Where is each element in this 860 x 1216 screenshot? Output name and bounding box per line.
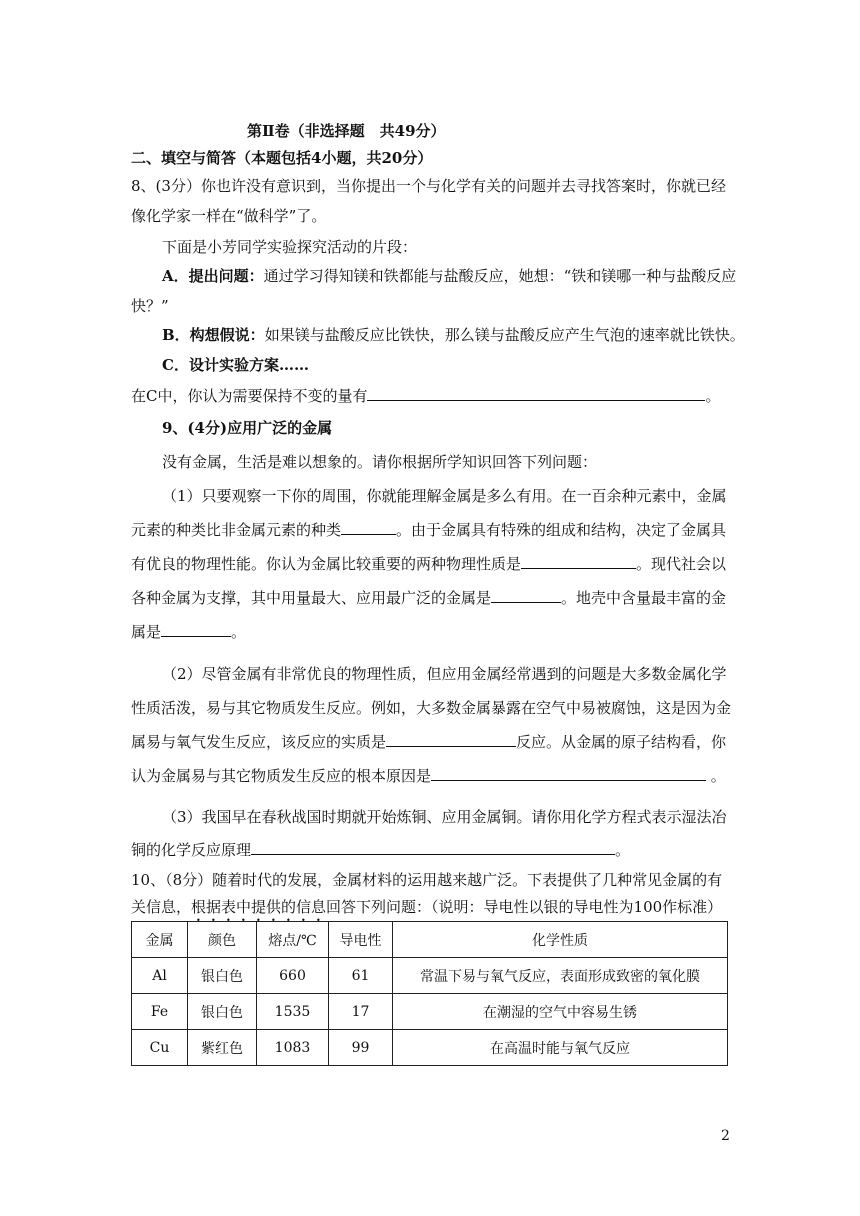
q8-a-label: A．提出问题： <box>162 267 264 285</box>
q9-p1-l5-text-b: 。 <box>231 623 247 641</box>
q9-p1-l3-text-a: 有优良的物理性能。你认为金属比较重要的两种物理性质是 <box>131 555 522 573</box>
q9-blank-7[interactable] <box>251 839 615 855</box>
q9-p3-l2-text-a: 铜的化学反应原理 <box>131 841 252 859</box>
table-row <box>132 1030 728 1066</box>
q9-p1-line1: （1）只要观察一下你的周围，你就能理解金属是多么有用。在一百余种元素中，金属 <box>162 487 727 505</box>
table-cell: 17 <box>329 994 393 1030</box>
q8-answer-blank[interactable] <box>367 385 705 401</box>
q9-p2-l3-text-a: 属易与氧气发生反应，该反应的实质是 <box>131 733 387 751</box>
q8-a-text-cont: 快？” <box>131 297 169 315</box>
q9-p3-line1: （3）我国早在春秋战国时期就开始炼铜、应用金属铜。请你用化学方程式表示湿法冶 <box>162 808 727 826</box>
q8-c-end: 。 <box>705 387 721 405</box>
table-row <box>132 994 728 1030</box>
q9-p2-line2: 性质活泼，易与其它物质发生反应。例如，大多数金属暴露在空气中易被腐蚀，这是因为金 <box>131 699 732 717</box>
q9-p1-l3-text-b: 。现代社会以 <box>636 555 727 573</box>
q9-blank-6[interactable] <box>431 765 706 781</box>
q9-p3-line2 <box>131 839 630 860</box>
q8-option-b <box>162 325 745 345</box>
q9-blank-2[interactable] <box>521 553 636 569</box>
q9-p2-line3 <box>131 731 726 752</box>
q9-blank-4[interactable] <box>161 621 231 637</box>
table-cell: 银白色 <box>188 994 257 1030</box>
table-cell: 61 <box>329 958 393 994</box>
q9-p1-l5-text-a: 属是 <box>131 623 162 641</box>
q8-c-question-text: 在C中，你认为需要保持不变的量有 <box>131 387 368 405</box>
q9-p1-line4 <box>131 587 726 608</box>
table-cell: 银白色 <box>188 958 257 994</box>
q9-p2-l4-text-a: 认为金属易与其它物质发生反应的根本原因是 <box>131 767 432 785</box>
table-header: 熔点/℃ <box>257 922 329 958</box>
q8-b-text: 如果镁与盐酸反应比铁快，那么镁与盐酸反应产生气泡的速率就比铁快。 <box>264 326 745 344</box>
q8-line2: 像化学家一样在“做科学”了。 <box>131 207 327 225</box>
q8-line1: 8、(3分）你也许没有意识到，当你提出一个与化学有关的问题并去寻找答案时，你就已经 <box>131 177 726 195</box>
q8-intro: 下面是小芳同学实验探究活动的片段： <box>162 238 418 256</box>
table-header-row <box>132 922 728 958</box>
table-row <box>132 958 728 994</box>
table-cell: 99 <box>329 1030 393 1066</box>
section-title: 第Ⅱ卷（非选择题 共49分） <box>247 122 446 140</box>
q8-a-text: 通过学习得知镁和铁都能与盐酸反应，她想：“铁和镁哪一种与盐酸反应 <box>263 267 737 285</box>
table-cell: 常温下易与氧气反应，表面形成致密的氧化膜 <box>393 958 728 994</box>
q10-l2-text-b: 回答下列问题：（说明：导电性以银的导电性为100作标准） <box>326 898 723 916</box>
q9-p2-l3-text-b: 反应。从金属的原子结构看，你 <box>516 733 727 751</box>
q10-l2-text-a: 关信息， <box>131 898 192 916</box>
q10-line1: 10、（8分）随着时代的发展，金属材料的运用越来越广泛。下表提供了几种常见金属的有 <box>131 871 723 889</box>
table-header: 颜色 <box>188 922 257 958</box>
table-cell: 1535 <box>257 994 329 1030</box>
table-header: 金属 <box>132 922 188 958</box>
table-cell: 1083 <box>257 1030 329 1066</box>
q9-p2-line4 <box>131 765 726 786</box>
q9-blank-1[interactable] <box>341 519 396 535</box>
table-cell: Fe <box>132 994 188 1030</box>
q9-p1-l4-text-a: 各种金属为支撑，其中用量最大、应用最广泛的金属是 <box>131 589 492 607</box>
q8-c-question <box>131 385 721 406</box>
table-cell: Al <box>132 958 188 994</box>
q9-p1-l2-text-a: 元素的种类比非金属元素的种类 <box>131 521 342 539</box>
q10-l2-emphasis: 根据表中提供的信息 <box>191 898 327 916</box>
q9-p2-l4-text-b: 。 <box>706 767 726 785</box>
table-cell: Cu <box>132 1030 188 1066</box>
table-header: 化学性质 <box>393 922 728 958</box>
table-cell: 在潮湿的空气中容易生锈 <box>393 994 728 1030</box>
q9-p1-line3 <box>131 553 726 574</box>
q9-p1-l4-text-b: 。地壳中含量最丰富的金 <box>561 589 727 607</box>
q9-title: 9、(4分)应用广泛的金属 <box>162 419 333 437</box>
table-cell: 660 <box>257 958 329 994</box>
table-cell: 紫红色 <box>188 1030 257 1066</box>
q9-blank-5[interactable] <box>386 731 516 747</box>
q9-p1-l2-text-b: 。由于金属具有特殊的组成和结构，决定了金属具 <box>396 521 727 539</box>
q8-option-a <box>162 266 736 286</box>
q9-p3-l2-text-b: 。 <box>615 841 631 859</box>
metal-info-table <box>131 921 728 1066</box>
q9-blank-3[interactable] <box>491 587 561 603</box>
table-header: 导电性 <box>329 922 393 958</box>
page-number: 2 <box>721 1128 730 1144</box>
part-heading: 二、填空与简答（本题包括4小题，共20分） <box>131 149 433 167</box>
q8-b-label: B．构想假说： <box>162 326 265 344</box>
q9-p2-line1: （2）尽管金属有非常优良的物理性质，但应用金属经常遇到的问题是大多数金属化学 <box>162 665 727 683</box>
q9-p1-line2 <box>131 519 726 540</box>
q8-option-c: C．设计实验方案…… <box>162 356 309 374</box>
table-cell: 在高温时能与氧气反应 <box>393 1030 728 1066</box>
q9-p1-line5 <box>131 621 246 642</box>
q9-intro: 没有金属，生活是难以想象的。请你根据所学知识回答下列问题： <box>162 453 598 471</box>
